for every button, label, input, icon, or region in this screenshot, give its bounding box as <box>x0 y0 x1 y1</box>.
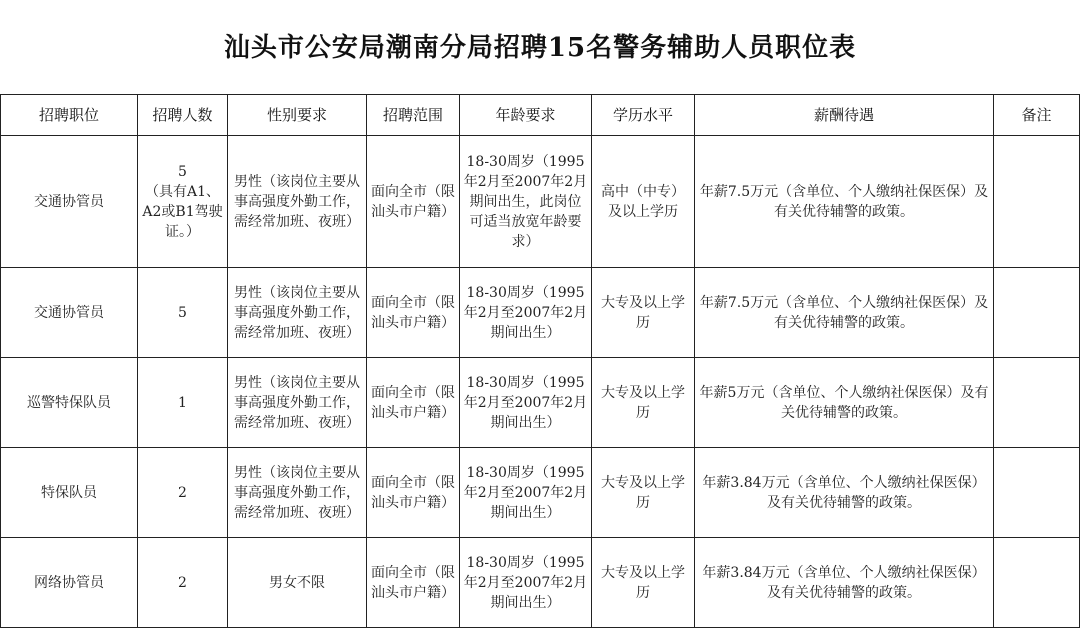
header-scope: 招聘范围 <box>367 95 460 136</box>
cell-education: 大专及以上学历 <box>592 538 695 628</box>
cell-education: 大专及以上学历 <box>592 448 695 538</box>
cell-remark <box>994 268 1080 358</box>
cell-education: 大专及以上学历 <box>592 268 695 358</box>
cell-salary: 年薪7.5万元（含单位、个人缴纳社保医保）及有关优待辅警的政策。 <box>695 136 994 268</box>
cell-age: 18-30周岁（1995年2月至2007年2月期间出生，此岗位可适当放宽年龄要求） <box>460 136 592 268</box>
cell-scope: 面向全市（限汕头市户籍） <box>367 358 460 448</box>
cell-age: 18-30周岁（1995年2月至2007年2月期间出生） <box>460 358 592 448</box>
cell-gender: 男性（该岗位主要从事高强度外勤工作，需经常加班、夜班） <box>228 136 367 268</box>
cell-gender: 男性（该岗位主要从事高强度外勤工作，需经常加班、夜班） <box>228 358 367 448</box>
cell-gender: 男性（该岗位主要从事高强度外勤工作，需经常加班、夜班） <box>228 448 367 538</box>
cell-education: 高中（中专）及以上学历 <box>592 136 695 268</box>
cell-remark <box>994 538 1080 628</box>
cell-scope: 面向全市（限汕头市户籍） <box>367 538 460 628</box>
cell-scope: 面向全市（限汕头市户籍） <box>367 136 460 268</box>
cell-age: 18-30周岁（1995年2月至2007年2月期间出生） <box>460 268 592 358</box>
cell-count-text: 5 （具有A1、A2或B1驾驶证。） <box>142 163 223 240</box>
cell-count: 1 <box>138 358 228 448</box>
cell-position: 网络协管员 <box>1 538 138 628</box>
header-salary: 薪酬待遇 <box>695 95 994 136</box>
cell-remark <box>994 136 1080 268</box>
header-remark: 备注 <box>994 95 1080 136</box>
table-row <box>1 358 1080 448</box>
page-title: 汕头市公安局潮南分局招聘15名警务辅助人员职位表 <box>223 32 857 63</box>
cell-age: 18-30周岁（1995年2月至2007年2月期间出生） <box>460 538 592 628</box>
table-row <box>1 268 1080 358</box>
cell-gender: 男性（该岗位主要从事高强度外勤工作，需经常加班、夜班） <box>228 268 367 358</box>
header-position: 招聘职位 <box>1 95 138 136</box>
cell-position: 交通协管员 <box>1 268 138 358</box>
cell-salary: 年薪3.84万元（含单位、个人缴纳社保医保）及有关优待辅警的政策。 <box>695 448 994 538</box>
cell-remark <box>994 358 1080 448</box>
header-age: 年龄要求 <box>460 95 592 136</box>
cell-count <box>138 136 228 268</box>
table-row <box>1 538 1080 628</box>
table-row <box>1 136 1080 268</box>
cell-salary: 年薪5万元（含单位、个人缴纳社保医保）及有关优待辅警的政策。 <box>695 358 994 448</box>
position-table <box>0 94 1080 628</box>
cell-count: 5 <box>138 268 228 358</box>
cell-position: 交通协管员 <box>1 136 138 268</box>
cell-scope: 面向全市（限汕头市户籍） <box>367 448 460 538</box>
table-row <box>1 448 1080 538</box>
cell-age: 18-30周岁（1995年2月至2007年2月期间出生） <box>460 448 592 538</box>
cell-count: 2 <box>138 538 228 628</box>
cell-salary: 年薪7.5万元（含单位、个人缴纳社保医保）及有关优待辅警的政策。 <box>695 268 994 358</box>
header-gender: 性别要求 <box>228 95 367 136</box>
cell-count: 2 <box>138 448 228 538</box>
cell-position: 巡警特保队员 <box>1 358 138 448</box>
cell-salary: 年薪3.84万元（含单位、个人缴纳社保医保）及有关优待辅警的政策。 <box>695 538 994 628</box>
header-education: 学历水平 <box>592 95 695 136</box>
table-header-row <box>1 95 1080 136</box>
cell-remark <box>994 448 1080 538</box>
cell-education: 大专及以上学历 <box>592 358 695 448</box>
cell-scope: 面向全市（限汕头市户籍） <box>367 268 460 358</box>
cell-position: 特保队员 <box>1 448 138 538</box>
cell-gender: 男女不限 <box>228 538 367 628</box>
header-count: 招聘人数 <box>138 95 228 136</box>
